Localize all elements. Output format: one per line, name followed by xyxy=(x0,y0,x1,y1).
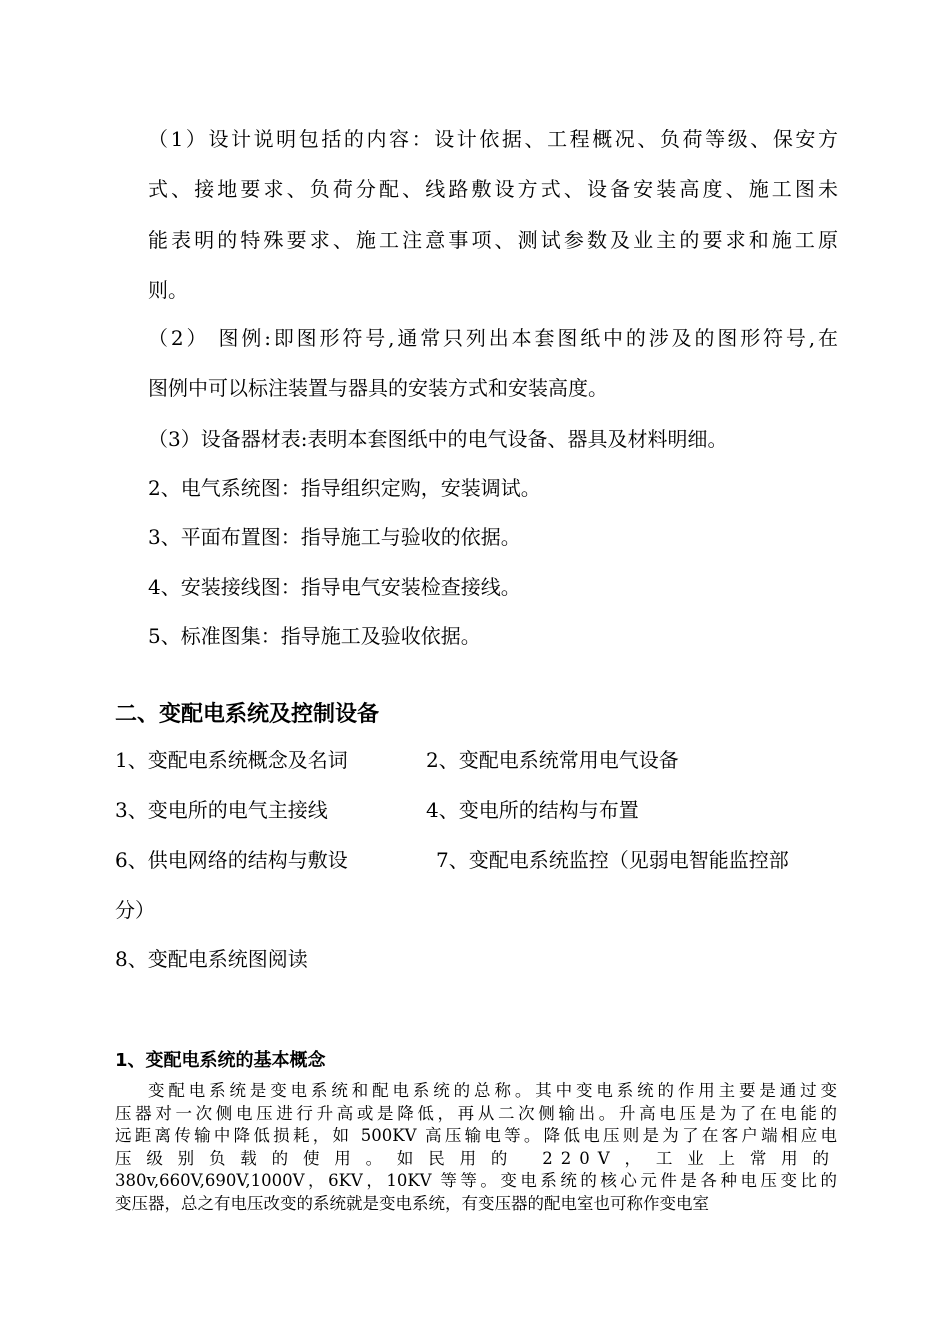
paragraph-line: 380v,660V,690V,1000V，6KV，10KV 等等。变电系统的核心元件是各种电压变比的 xyxy=(115,1171,837,1190)
toc-item: 3、变电所的电气主接线 xyxy=(115,798,328,822)
item-2-line-1: （2） 图例:即图形符号,通常只列出本套图纸中的涉及的图形符号,在 xyxy=(148,326,838,350)
item-3-line: （3）设备器材表:表明本套图纸中的电气设备、器具及材料明细。 xyxy=(148,427,728,451)
paragraph-line: 压级别负载的使用。如民用的 220V，工业上常用的 xyxy=(115,1148,837,1168)
list-item: 2、电气系统图：指导组织定购，安装调试。 xyxy=(148,476,541,500)
body-paragraph xyxy=(115,1080,837,1215)
toc-item: 2、变配电系统常用电气设备 xyxy=(426,748,679,772)
list-item: 4、安装接线图：指导电气安装检查接线。 xyxy=(148,575,521,599)
subsection-heading: 1、变配电系统的基本概念 xyxy=(115,1050,326,1071)
paragraph-line: 变配电系统是变电系统和配电系统的总称。其中变电系统的作用主要是通过变 xyxy=(148,1081,837,1100)
toc-item: 7、变配电系统监控（见弱电智能监控部 xyxy=(436,848,789,872)
item-1-line-2: 式、接地要求、负荷分配、线路敷设方式、设备安装高度、施工图未 xyxy=(148,177,838,201)
paragraph-line: 变压器，总之有电压改变的系统就是变电系统，有变压器的配电室也可称作变电室 xyxy=(115,1193,709,1213)
list-item: 3、平面布置图：指导施工与验收的依据。 xyxy=(148,525,521,549)
toc-item: 6、供电网络的结构与敷设 xyxy=(115,848,348,872)
toc-item: 8、变配电系统图阅读 xyxy=(115,947,308,971)
toc-item-continuation: 分） xyxy=(115,898,155,922)
toc-item: 4、变电所的结构与布置 xyxy=(426,798,639,822)
item-1-line-4: 则。 xyxy=(148,278,188,302)
section-heading: 二、变配电系统及控制设备 xyxy=(115,702,380,727)
item-2-line-2: 图例中可以标注装置与器具的安装方式和安装高度。 xyxy=(148,376,608,400)
toc-item: 1、变配电系统概念及名词 xyxy=(115,748,348,772)
item-1-line-3: 能表明的特殊要求、施工注意事项、测试参数及业主的要求和施工原 xyxy=(148,228,838,252)
item-1-line-1: （1）设计说明包括的内容：设计依据、工程概况、负荷等级、保安方 xyxy=(148,127,838,151)
paragraph-line: 压器对一次侧电压进行升高或是降低，再从二次侧输出。升高电压是为了在电能的 xyxy=(115,1103,837,1123)
paragraph-line: 远距离传输中降低损耗，如 500KV 高压输电等。降低电压则是为了在客户端相应电 xyxy=(115,1126,837,1145)
list-item: 5、标准图集：指导施工及验收依据。 xyxy=(148,624,481,648)
